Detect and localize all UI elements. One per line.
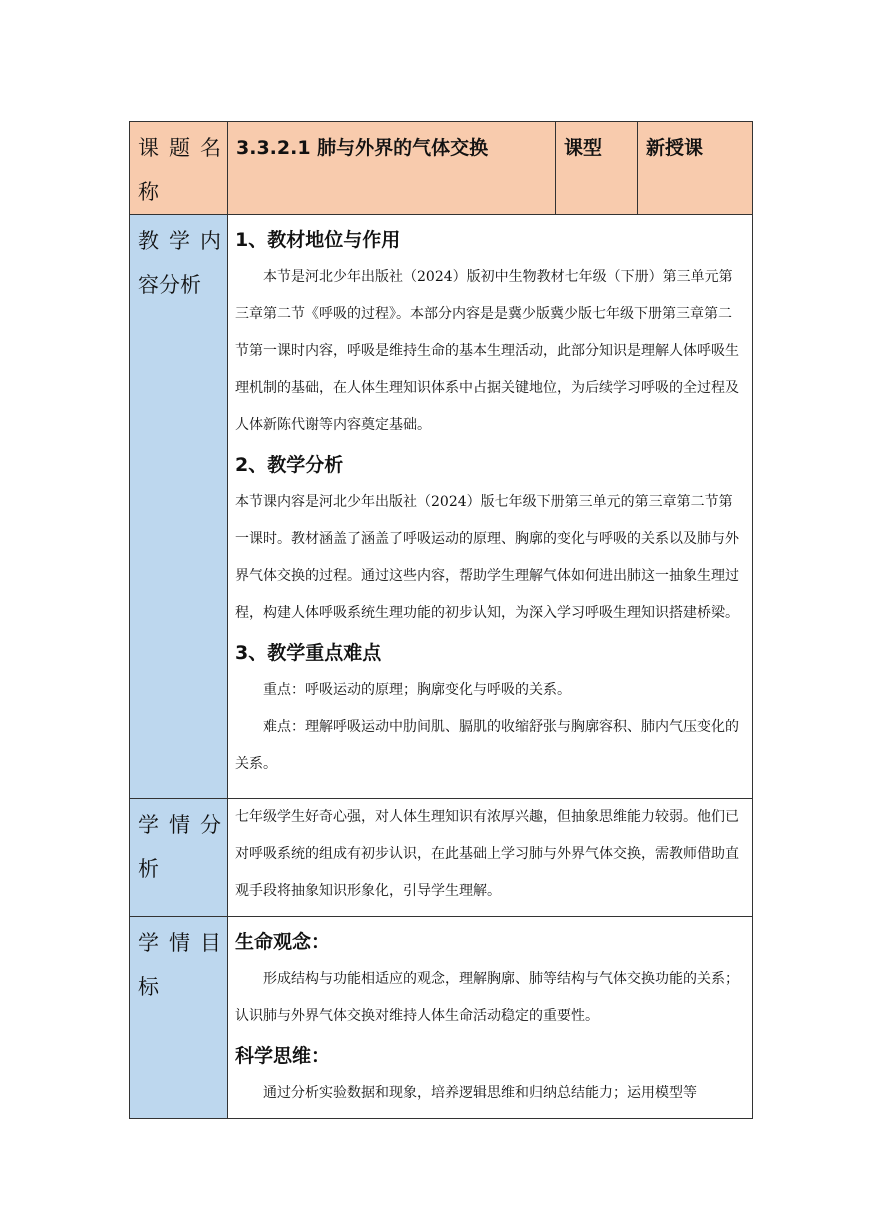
- lesson-type-value: 新授课: [646, 137, 704, 159]
- content-analysis-label-line1: 教 学 内: [138, 229, 221, 253]
- content-analysis-body: [228, 215, 753, 799]
- key-points: 重点：呼吸运动的原理；胸廓变化与呼吸的关系。: [263, 682, 571, 698]
- student-analysis-body: [228, 799, 753, 917]
- scientific-thinking-heading: 科学思维：: [235, 1045, 331, 1067]
- course-title-cell: [228, 122, 556, 215]
- header-row: [130, 122, 753, 215]
- course-name-label-line1: 课 题 名: [138, 136, 221, 160]
- lesson-type-label-cell: [556, 122, 638, 215]
- goals-label-line1: 学 情 目: [138, 931, 221, 955]
- section-2-heading: 2、教学分析: [235, 454, 344, 476]
- lesson-plan-table: [129, 121, 753, 1119]
- difficult-points: 难点：理解呼吸运动中肋间肌、膈肌的收缩舒张与胸廓容积、肺内气压变化的关系。: [235, 719, 739, 772]
- course-name-label-line2: 称: [138, 180, 159, 204]
- goals-body: [228, 917, 753, 1119]
- course-name-label: [130, 122, 228, 215]
- life-concept-text: 形成结构与功能相适应的观念，理解胸廓、肺等结构与气体交换功能的关系；认识肺与外界气体交换对维持人体生命活动稳定的重要性。: [235, 971, 739, 1024]
- goals-row: [130, 917, 753, 1119]
- student-analysis-text: 七年级学生好奇心强，对人体生理知识有浓厚兴趣，但抽象思维能力较弱。他们已对呼吸系统的组成有初步认识，在此基础上学习肺与外界气体交换，需教师借助直观手段将抽象知识形象化，引导学生理解。: [235, 809, 739, 899]
- section-2-text: 本节课内容是河北少年出版社（2024）版七年级下册第三单元的第三章第二节第一课时。教材涵盖了涵盖了呼吸运动的原理、胸廓的变化与呼吸的关系以及肺与外界气体交换的过程。通过这些内容，帮助学生理解气体如何进出肺这一抽象生理过程，构建人体呼吸系统生理功能的初步认知，为深入学习呼吸生理知识搭建桥梁。: [235, 494, 739, 621]
- content-analysis-label: [130, 215, 228, 799]
- goals-label: [130, 917, 228, 1119]
- student-analysis-row: [130, 799, 753, 917]
- goals-label-line2: 标: [138, 975, 159, 999]
- section-1-text: 本节是河北少年出版社（2024）版初中生物教材七年级（下册）第三单元第三章第二节《呼吸的过程》。本部分内容是是冀少版冀少版七年级下册第三章第二节第一课时内容，呼吸是维持生命的基本生理活动，此部分知识是理解人体呼吸生理机制的基础，在人体生理知识体系中占据关键地位，为后续学习呼吸的全过程及人体新陈代谢等内容奠定基础。: [235, 269, 739, 433]
- content-analysis-row: [130, 215, 753, 799]
- student-analysis-label: [130, 799, 228, 917]
- section-1-heading: 1、教材地位与作用: [235, 229, 401, 251]
- scientific-thinking-text: 通过分析实验数据和现象，培养逻辑思维和归纳总结能力；运用模型等: [263, 1085, 697, 1101]
- course-title: 3.3.2.1 肺与外界的气体交换: [236, 137, 489, 159]
- section-3-heading: 3、教学重点难点: [235, 642, 382, 664]
- student-analysis-label-line1: 学 情 分: [138, 813, 221, 837]
- life-concept-heading: 生命观念：: [235, 931, 331, 953]
- lesson-type-value-cell: [638, 122, 753, 215]
- lesson-type-label: 课型: [564, 137, 603, 159]
- student-analysis-label-line2: 析: [138, 857, 159, 881]
- content-analysis-label-line2: 容分析: [138, 273, 201, 297]
